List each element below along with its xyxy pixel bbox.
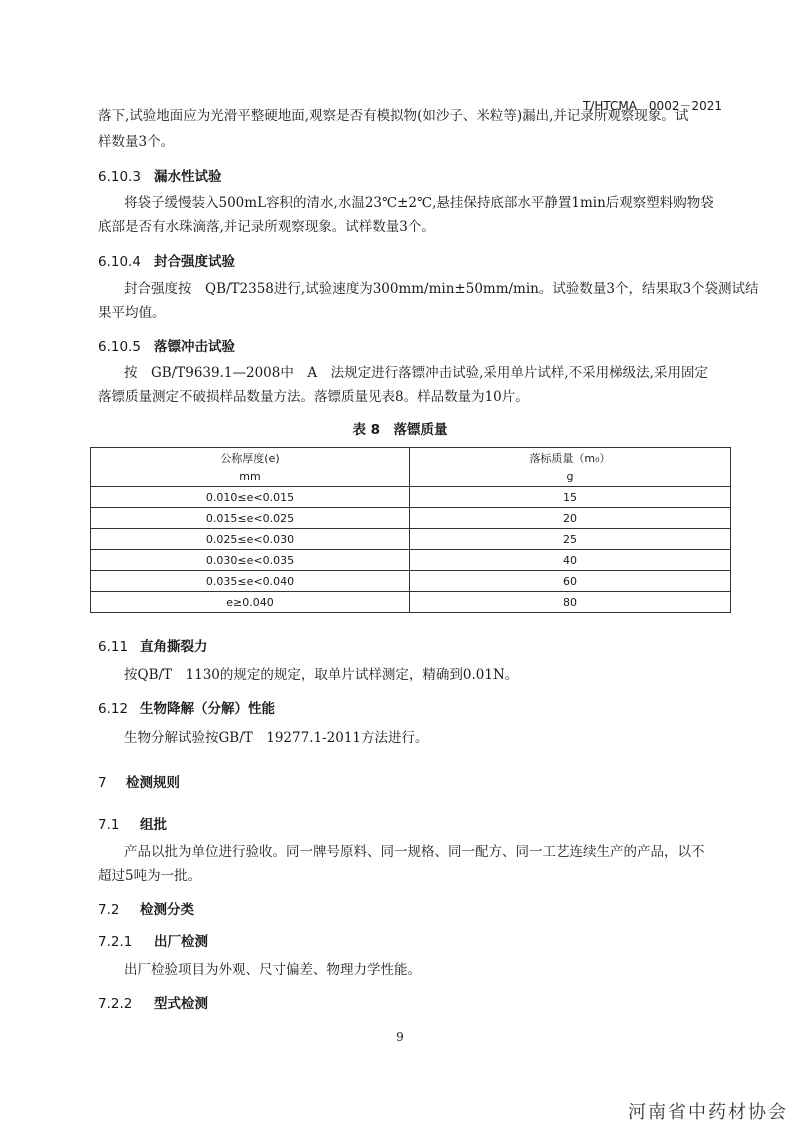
continuation-line-1: 落下,试验地面应为光滑平整硬地面,观察是否有模拟物(如沙子、米粒等)漏出,并记录所观察现象。试 (98, 108, 689, 124)
dart-mass-table (90, 447, 731, 613)
col-thickness-unit: mm (91, 467, 410, 487)
mass-cell: 25 (410, 529, 731, 550)
heading-title: 出厂检测 (154, 934, 208, 950)
heading-6-12 (98, 697, 275, 717)
table-row (91, 529, 731, 550)
thickness-cell: 0.010≤e<0.015 (91, 487, 410, 508)
heading-number: 6.10.5 (98, 339, 141, 355)
continuation-line-2: 样数量3个。 (98, 134, 175, 150)
paragraph-line: 果平均值。 (98, 305, 166, 321)
heading-number: 7.2.2 (98, 996, 133, 1012)
paragraph-line: 底部是否有水珠滴落,并记录所观察现象。试样数量3个。 (98, 219, 435, 235)
heading-title: 漏水性试验 (154, 169, 222, 185)
heading-title: 检测分类 (140, 902, 194, 918)
table-header-row (91, 448, 731, 468)
heading-number: 7.2.1 (98, 934, 133, 950)
table-row (91, 592, 731, 613)
heading-number: 6.10.4 (98, 254, 141, 270)
mass-cell: 60 (410, 571, 731, 592)
col-thickness-header: 公称厚度(e) (91, 448, 410, 468)
document-code: T/HTCMA 0002－2021 (582, 99, 722, 113)
table-unit-row (91, 467, 731, 487)
table-row (91, 550, 731, 571)
heading-title: 封合强度试验 (154, 254, 235, 270)
thickness-cell: 0.015≤e<0.025 (91, 508, 410, 529)
thickness-cell: e≥0.040 (91, 592, 410, 613)
heading-title: 生物降解（分解）性能 (140, 701, 275, 717)
heading-number: 7.1 (98, 817, 120, 833)
thickness-cell: 0.025≤e<0.030 (91, 529, 410, 550)
heading-7-2-2 (98, 992, 208, 1012)
page-number: 9 (396, 1030, 404, 1044)
paragraph-line: 产品以批为单位进行验收。同一牌号原料、同一规格、同一配方、同一工艺连续生产的产品，以不 (124, 844, 705, 860)
heading-7 (98, 771, 180, 791)
heading-6-11 (98, 635, 208, 655)
mass-cell: 20 (410, 508, 731, 529)
heading-title: 直角撕裂力 (140, 639, 208, 655)
paragraph-line: 出厂检验项目为外观、尺寸偏差、物理力学性能。 (124, 962, 421, 978)
heading-number: 7.2 (98, 902, 120, 918)
heading-6-10-5 (98, 335, 235, 355)
paragraph-line: 按QB/T 1130的规定的规定，取单片试样测定，精确到0.01N。 (124, 667, 519, 683)
mass-cell: 40 (410, 550, 731, 571)
paragraph-line: 将袋子缓慢装入500mL容积的清水,水温23℃±2℃,悬挂保持底部水平静置1min后观察塑料购物袋 (124, 195, 714, 211)
heading-number: 6.11 (98, 639, 129, 655)
table-title: 表 8 落镖质量 (352, 422, 448, 438)
heading-title: 型式检测 (154, 996, 208, 1012)
col-mass-header: 落标质量（m₀） (410, 448, 731, 468)
table-row (91, 487, 731, 508)
heading-title: 落镖冲击试验 (154, 339, 235, 355)
paragraph-line: 封合强度按 QB/T2358进行,试验速度为300mm/min±50mm/min。试验数量3个，结果取3个袋测试结 (124, 281, 759, 297)
table-row (91, 508, 731, 529)
paragraph-line: 落镖质量测定不破损样品数量方法。落镖质量见表8。样品数量为10片。 (98, 389, 529, 405)
mass-cell: 15 (410, 487, 731, 508)
heading-6-10-3 (98, 165, 222, 185)
col-mass-unit: g (410, 467, 731, 487)
thickness-cell: 0.035≤e<0.040 (91, 571, 410, 592)
paragraph-line: 超过5吨为一批。 (98, 868, 202, 884)
paragraph-line: 按 GB/T9639.1—2008中 A 法规定进行落镖冲击试验,采用单片试样,不采用梯级法,采用固定 (124, 365, 708, 381)
heading-title: 组批 (140, 817, 167, 833)
table-row (91, 571, 731, 592)
heading-number: 6.10.3 (98, 169, 141, 185)
paragraph-line: 生物分解试验按GB/T 19277.1-2011方法进行。 (124, 730, 429, 746)
heading-6-10-4 (98, 250, 235, 270)
heading-7-1 (98, 813, 167, 833)
mass-cell: 80 (410, 592, 731, 613)
heading-title: 检测规则 (126, 775, 180, 791)
heading-number: 7 (98, 775, 107, 791)
heading-7-2 (98, 898, 194, 918)
heading-7-2-1 (98, 930, 208, 950)
footer-organization: 河南省中药材协会 (628, 1102, 788, 1123)
heading-number: 6.12 (98, 701, 129, 717)
thickness-cell: 0.030≤e<0.035 (91, 550, 410, 571)
